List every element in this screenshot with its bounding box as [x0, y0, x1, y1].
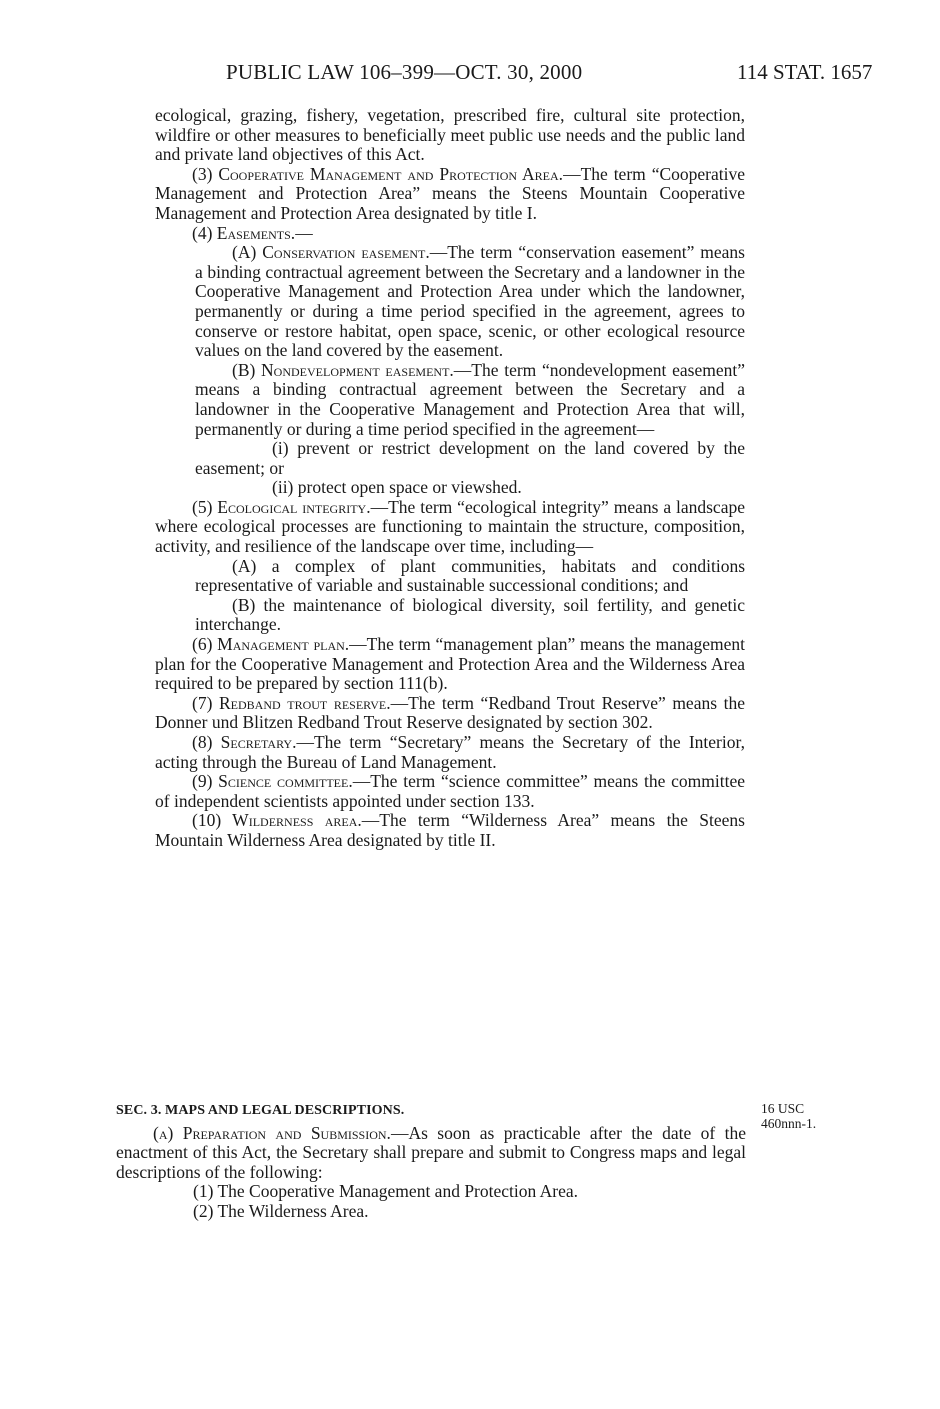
definition-4a-term: (A) Conservation easement.	[232, 242, 430, 263]
definition-5-text: —The term “ecological integrity” means a landscape where ecological processes are functioning to maintain the structure, composition, activity, and resilience of the landscape over time, including—	[155, 496, 745, 557]
definition-9-term: (9) Science committee.	[192, 771, 353, 792]
section-3	[116, 1101, 746, 1222]
definition-4b-text: —The term “nondevelopment easement” means a binding contractual agreement between the Secretary and a landowner in the Cooperative Management and Protection Area that will, permanently or during a time period specified in the agreement—	[195, 359, 745, 439]
definition-6-term: (6) Management plan.	[192, 634, 350, 655]
definition-5a: (A) a complex of plant communities, habitats and conditions representative of variable and sustainable successional conditions; and	[195, 555, 745, 596]
running-header-title: PUBLIC LAW 106–399—OCT. 30, 2000	[226, 60, 583, 84]
subsection-a-item-2: (2) The Wilderness Area.	[193, 1200, 369, 1221]
definition-9	[155, 772, 745, 811]
subsection-a-term: (a) Preparation and Submission.	[153, 1122, 391, 1143]
definition-4-text: —	[295, 222, 313, 243]
paragraph-continuation: ecological, grazing, fishery, vegetation, prescribed fire, cultural site protection, wildfire or other measures to beneficially meet public use needs and the public land and private land objectives of this Act.	[155, 105, 745, 165]
definition-8-term: (8) Secretary.	[192, 732, 297, 752]
definition-3	[155, 165, 745, 224]
definition-4a	[195, 243, 745, 361]
definition-10-term: (10) Wilderness area.	[192, 810, 362, 831]
section-heading: SEC. 3. MAPS AND LEGAL DESCRIPTIONS.	[116, 1103, 405, 1118]
definition-7-text: —The term “Redband Trout Reserve” means the Donner und Blitzen Redband Trout Reserve designated by section 302.	[155, 692, 745, 733]
definition-9-text: —The term “science committee” means the committee of independent scientists appointed under section 133.	[155, 771, 746, 811]
definitions-body	[155, 106, 745, 851]
definition-3-text: —The term “Cooperative Management and Protection Area” means the Steens Mountain Cooperative Management and Protection Area designated by title I.	[155, 163, 745, 223]
definition-6-text: —The term “management plan” means the management plan for the Cooperative Management and Protection Area and the Wilderness Area required to be prepared by section 111(b).	[155, 634, 745, 694]
definition-10	[155, 811, 745, 850]
definition-6	[155, 635, 745, 694]
statute-page-number: 114 STAT. 1657	[737, 60, 873, 84]
definition-10-text: —The term “Wilderness Area” means the Steens Mountain Wilderness Area designated by title II.	[155, 810, 745, 850]
subsection-a-text: —As soon as practicable after the date of the enactment of this Act, the Secretary shall prepare and submit to Congress maps and legal descriptions of the following:	[116, 1122, 746, 1182]
definition-4	[155, 224, 745, 244]
definition-5b: (B) the maintenance of biological diversity, soil fertility, and genetic interchange.	[195, 594, 745, 635]
margin-citation	[761, 1101, 841, 1131]
definition-7-term: (7) Redband trout reserve.	[192, 692, 391, 713]
definition-7	[155, 694, 745, 733]
subsection-a	[116, 1124, 746, 1183]
margin-citation-line-1: 16 USC	[761, 1101, 805, 1116]
definition-4-term: (4) Easements.	[192, 222, 296, 243]
definition-4b-ii: (ii) protect open space or viewshed.	[272, 477, 522, 498]
definition-8-text: —The term “Secretary” means the Secretary of the Interior, acting through the Bureau of Land Management.	[155, 732, 745, 772]
margin-citation-line-2: 460nnn-1.	[761, 1116, 817, 1131]
definition-8	[155, 733, 745, 772]
definition-4b-term: (B) Nondevelopment easement.	[232, 359, 454, 380]
definition-4b	[195, 361, 745, 439]
definition-3-term: (3) Cooperative Management and Protection Area.	[192, 163, 564, 184]
definition-5	[155, 498, 745, 557]
definition-4b-i: (i) prevent or restrict development on the land covered by the easement; or	[195, 438, 745, 478]
definition-5-term: (5) Ecological integrity.	[192, 496, 371, 517]
subsection-a-item-1: (1) The Cooperative Management and Protection Area.	[193, 1181, 579, 1202]
definition-4a-text: —The term “conservation easement” means a binding contractual agreement between the Secretary and a landowner in the Cooperative Management and Protection Area under which the landowner, permanently or during a time period specified in the agreement, agrees to conserve or restore habitat, open space, scenic, or other ecological resource values on the land covered by the easement.	[195, 242, 745, 361]
